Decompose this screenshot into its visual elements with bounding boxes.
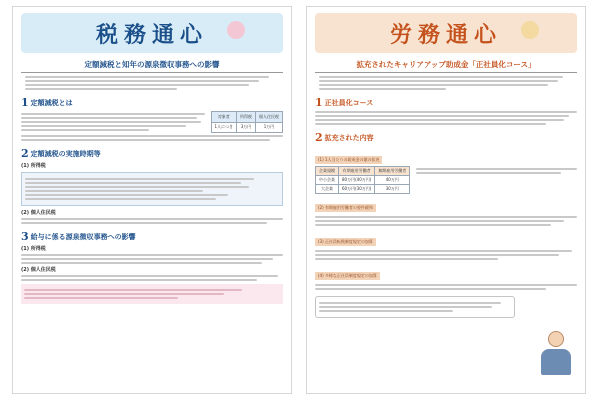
labor-section-1-heading: 1 正社員化コース <box>315 96 374 109</box>
tax-resident-text <box>21 218 283 224</box>
tax-newsletter-page <box>12 6 292 394</box>
tax-lead-paragraph <box>25 76 279 90</box>
tax-masthead <box>21 13 283 53</box>
labor-subhead-4-text <box>315 284 577 290</box>
labor-newsletter-page <box>306 6 586 394</box>
labor-table-note <box>416 166 577 176</box>
labor-bottom-note <box>315 296 515 318</box>
labor-masthead <box>315 13 577 53</box>
tax-footnote-box <box>21 284 283 304</box>
tax-schedule-box <box>21 172 283 206</box>
tax-section-3-heading: 3 給与に係る源泉徴収事務への影響 <box>21 230 136 243</box>
flower-icon <box>227 21 245 39</box>
labor-subhead-2: (2) 有期雇用労働者の要件緩和 <box>315 204 376 212</box>
tax-subhead-income-2: (1) 所得税 <box>21 246 46 252</box>
labor-section-1-text <box>315 111 577 125</box>
labor-subhead-2-text <box>315 216 577 226</box>
labor-subtitle: 拡充されたキャリアアップ助成金「正社員化コース」 <box>315 59 577 73</box>
tax-section-3-text-2 <box>21 275 283 281</box>
tax-amount-table: 対象者 所得税 個人住民税 1人につき 3万円 1万円 <box>211 111 283 133</box>
tax-subhead-income: (1) 所得税 <box>21 163 46 169</box>
consultant-illustration <box>539 331 573 381</box>
labor-subhead-1: (1) 1人当たりの助成金の額の拡充 <box>315 156 382 164</box>
tax-subhead-resident-2: (2) 個人住民税 <box>21 267 56 273</box>
labor-subhead-3-text <box>315 250 577 260</box>
tax-section-1-text-2 <box>21 135 283 141</box>
tax-section-2-heading: 2 定額減税の実施時期等 <box>21 147 101 160</box>
tax-subtitle: 定額減税と知年の源泉徴収事務への影響 <box>21 59 283 73</box>
labor-subhead-3: (3) 正社員転換制度規定の加算 <box>315 238 376 246</box>
tax-section-1-heading: 1 定額減税とは <box>21 96 73 109</box>
labor-lead-paragraph <box>319 76 573 90</box>
tax-section-3-text <box>21 254 283 264</box>
tax-title: 税務通心 <box>95 21 208 48</box>
tax-section-1-text <box>21 111 205 133</box>
labor-subhead-4: (4) 多様な正社員制度規定の加算 <box>315 272 380 280</box>
tax-subhead-resident: (2) 個人住民税 <box>21 210 56 216</box>
sun-icon <box>521 21 539 39</box>
labor-subsidy-table: 企業規模 有期雇用労働者 無期雇用労働者 中小企業 80万円(40万円) 40万円 大企業 60万円(30万円) 30万円 <box>315 166 410 194</box>
labor-section-2-heading: 2 拡充された内容 <box>315 131 374 144</box>
labor-title: 労務通心 <box>389 21 502 48</box>
